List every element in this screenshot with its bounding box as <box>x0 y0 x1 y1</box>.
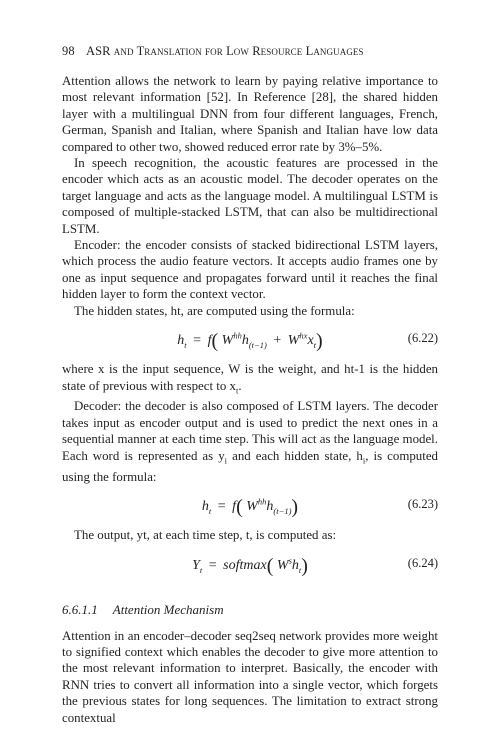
book-page <box>62 44 438 726</box>
equation-6-23 <box>62 487 438 525</box>
paragraph-output: The output, yt, at each time step, t, is computed as: <box>74 528 337 543</box>
paragraph-speech-recognition: In speech recognition, the acoustic features are processed in the encoder which acts as an acoustic model. The decoder operates on the target language and acts as the language model. A multilingual LSTM is composed of multiple-stacked LSTM, that can also be multidirectional LSTM. <box>62 156 438 236</box>
equation-number: (6.24) <box>407 555 438 570</box>
paragraph-attention-mechanism: Attention in an encoder–decoder seq2seq network provides more weight to signified context which enables the decoder to give more attention to the most relevant information to interpret. Basically, the encoder with RNN tries to convert all information into a single vector, which forgets the previous states for long sequences. The limitation to extract strong contextual <box>62 628 438 725</box>
running-title: ASR and Translation for Low Resource Languages <box>85 44 364 58</box>
section-heading <box>62 602 438 618</box>
equation-6-23-formula: $h_t = f$( $W^{hh}h_{(t-1)}$) <box>201 496 299 519</box>
section-title: Attention Mechanism <box>112 601 224 617</box>
paragraph-attention-intro: Attention allows the network to learn by paying relative importance to most relevant information [52]. In Reference [28], the shared hidden layer with a multilingual DNN from four different languages, French, German, Spanish and Italian, where Spanish and Italian have low data compared to other two, showed reduced error rate by 3%–5%. <box>62 74 438 154</box>
equation-6-24-formula: $Y_t$ = softmax( $W^sh_t$) <box>192 554 308 577</box>
paragraph-hidden-states: The hidden states, ht, are computed using the formula: <box>74 303 355 318</box>
paragraph-input-sequence: where x is the input sequence, W is the weight, and ht-1 is the hidden state of previous with respect to $x_t$. <box>62 362 438 396</box>
equation-number: (6.22) <box>407 331 438 346</box>
paragraph-encoder: Encoder: the encoder consists of stacked bidirectional LSTM layers, which process the audio feature vectors. It accepts audio frames one by one as input sequence and propagates forward until it reaches the final hidden layer to form the context vector. <box>62 238 438 302</box>
running-head <box>62 44 438 59</box>
section-number: 6.6.1.1 <box>62 601 98 617</box>
page-number: 98 <box>62 44 75 58</box>
equation-6-22-formula: $h_t = f$( $W^{hh}h_{(t-1)} + W^{hx}x_t$) <box>177 330 323 353</box>
equation-6-22 <box>62 321 438 359</box>
equation-6-24 <box>62 546 438 584</box>
paragraph-decoder: Decoder: the decoder is also composed of LSTM layers. The decoder takes input as encoder output and is used to predict the next ones in a sequential manner at each time step. This will act as the language model. Each word is represented as $y_i$ and each hidden state, $h_i$, is computed using the formula: <box>62 399 438 484</box>
equation-number: (6.23) <box>407 497 438 512</box>
